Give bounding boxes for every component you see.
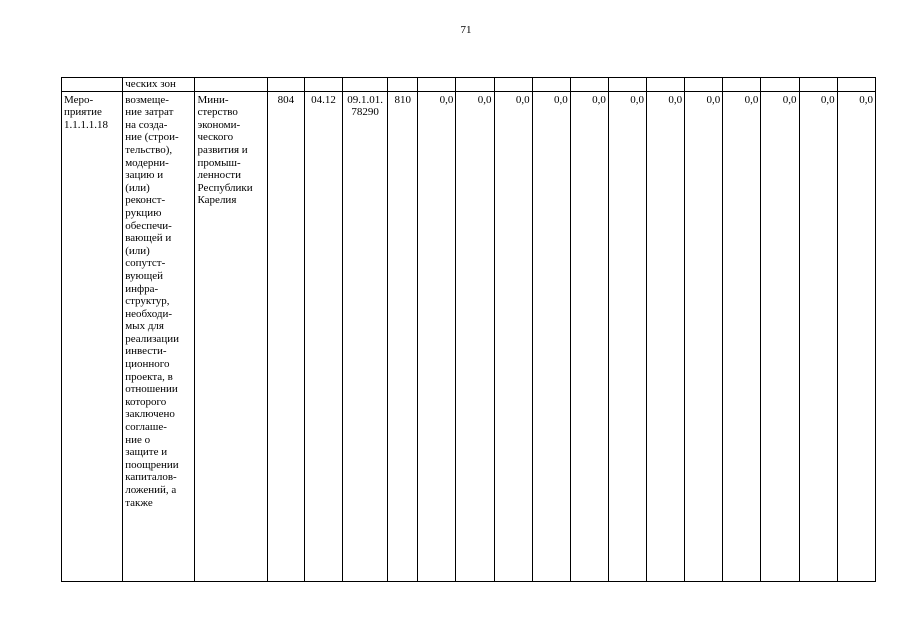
text-line: ние о [125, 433, 151, 446]
text-line: необходи- [125, 307, 173, 320]
text-line: проекта, в [125, 370, 173, 383]
value-cell: 0,0 [570, 91, 608, 581]
text-line: ческого [197, 131, 234, 144]
text-line: (или) [125, 244, 150, 257]
text-line: ционного [125, 358, 170, 371]
text-line: модерни- [125, 156, 169, 169]
value-cell: 0,0 [647, 91, 685, 581]
budget-table [61, 77, 876, 582]
value-cell: 0,0 [723, 91, 761, 581]
text-line: Карелия [197, 194, 237, 207]
event-cell [62, 91, 123, 581]
text-line: рукцию [125, 206, 162, 219]
text-line: развития и [197, 143, 248, 156]
text-line: соглаше- [125, 421, 167, 434]
text-line: 1.1.1.1.18 [64, 118, 108, 131]
text-line: также [125, 496, 153, 509]
value-cell: 0,0 [494, 91, 532, 581]
table-row [62, 91, 876, 581]
value-cell: 0,0 [685, 91, 723, 581]
text-line: мых для [125, 320, 164, 333]
text-line: 78290 [351, 106, 379, 119]
text-line: стерство [197, 106, 238, 119]
text-line: (или) [125, 181, 150, 194]
expense-type-cell: 810 [388, 91, 418, 581]
value-cell: 0,0 [456, 91, 494, 581]
text-line: Меро- [64, 93, 94, 106]
text-line: ленности [197, 169, 241, 182]
grbs-cell: 804 [267, 91, 304, 581]
text-line: поощрении [125, 458, 179, 471]
text-line: ложений, а [125, 484, 177, 496]
text-line: отношении [125, 383, 178, 396]
text-line: ние (строи- [125, 131, 179, 144]
section-cell: 04.12 [304, 91, 342, 581]
text-line: которого [125, 395, 167, 408]
text-line: защите и [125, 446, 168, 459]
executor-cell [195, 91, 267, 581]
text-line: ние затрат [125, 106, 174, 119]
target-item-cell [343, 91, 388, 581]
text-line: Республики [197, 181, 253, 194]
text-line: Мини- [197, 93, 229, 106]
value-cell: 0,0 [532, 91, 570, 581]
text-line: вующей [125, 269, 163, 282]
text-line: обеспечи- [125, 219, 172, 232]
description-cell [123, 91, 195, 581]
text-line: на созда- [125, 118, 168, 131]
continuation-row [62, 78, 876, 92]
text-line: инвести- [125, 345, 167, 358]
text-line: капиталов- [125, 471, 177, 484]
text-line: приятие [64, 106, 102, 119]
text-line: 09.1.01. [347, 93, 383, 106]
text-line: возмеще- [125, 93, 169, 106]
value-cell: 0,0 [761, 91, 799, 581]
value-cell: 0,0 [799, 91, 837, 581]
text-line: реализации [125, 332, 179, 345]
value-cell: 0,0 [608, 91, 646, 581]
text-line: структур, [125, 295, 170, 308]
value-cell: 0,0 [837, 91, 875, 581]
text-line: экономи- [197, 118, 241, 131]
text-line: реконст- [125, 194, 166, 207]
description-continuation: ческих зон [123, 78, 195, 92]
text-line: вающей и [125, 232, 172, 245]
text-line: инфра- [125, 282, 159, 295]
cell-empty [62, 78, 123, 92]
text-line: сопутст- [125, 257, 166, 270]
text-line: тельство), [125, 143, 173, 156]
text-line: заключено [125, 408, 175, 421]
text-line: промыш- [197, 156, 241, 169]
value-cell: 0,0 [418, 91, 456, 581]
page-number: 71 [460, 24, 472, 36]
text-line: зацию и [125, 169, 164, 182]
